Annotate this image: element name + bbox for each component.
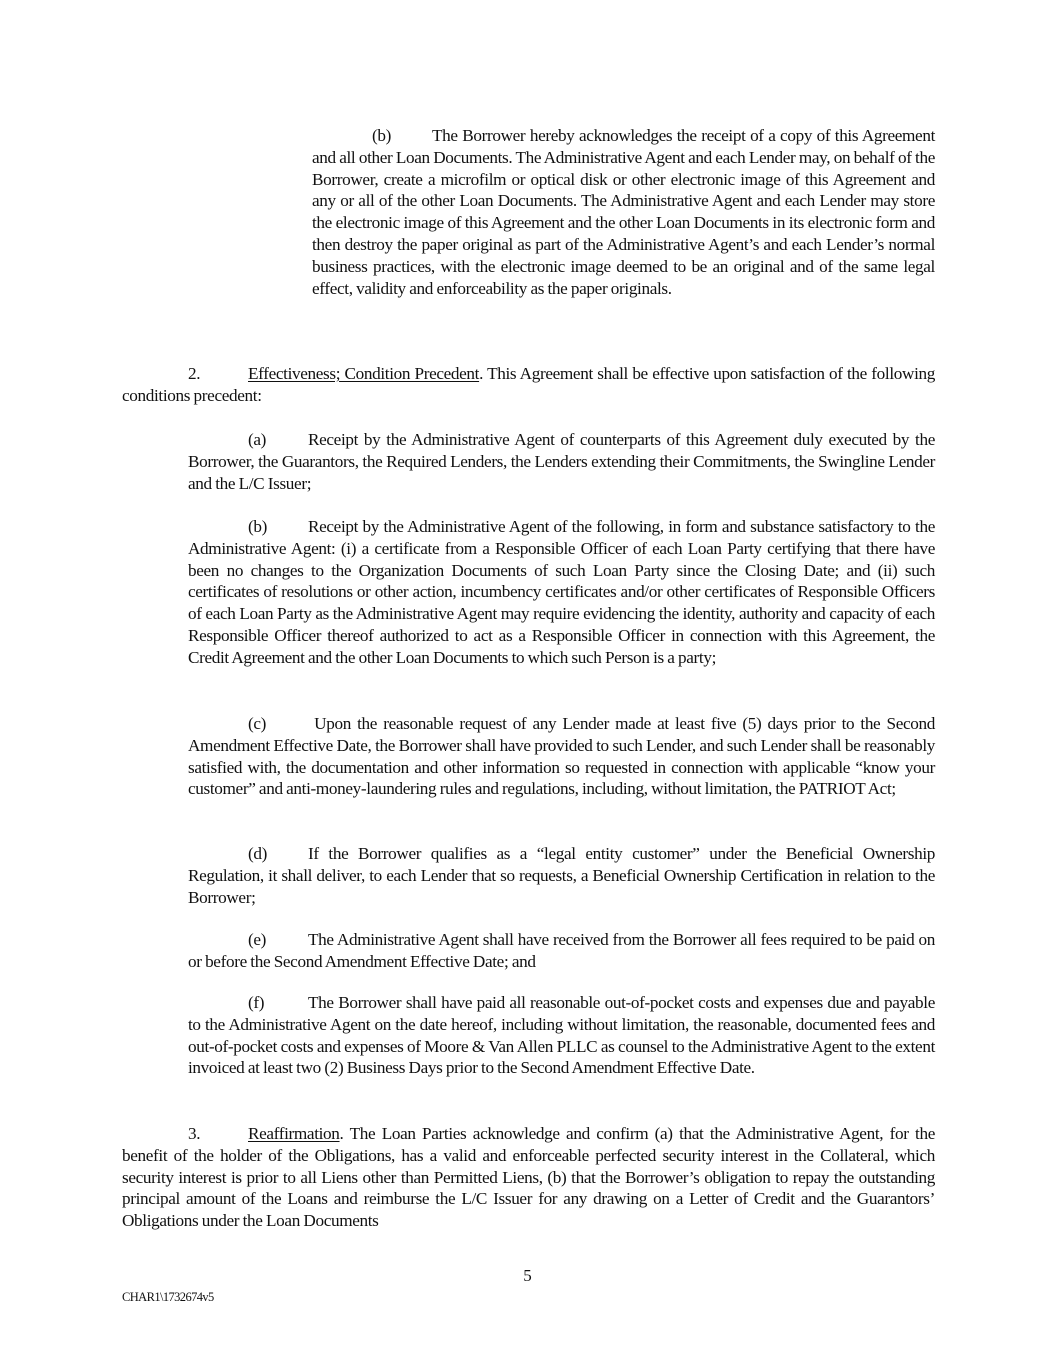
page-number: 5 [523, 1266, 532, 1285]
section-3 [122, 1123, 935, 1232]
item-text: Receipt by the Administrative Agent of the following, in form and substance satisfactory to the Administrative Agent: (i) a certificate from a Responsible Officer of each Loan Party certifying that there have been no changes to the Organization Documents of such Loan Party since the Closing Date; and (ii) such certificates of resolutions or other action, incumbency certificates and/or other certificates of Responsible Officers of each Loan Party as the Administrative Agent may require evidencing the identity, authority and capacity of each Responsible Officer thereof authorized to act as a Responsible Officer in connection with this Agreement, the Credit Agreement and the other Loan Documents to which such Person is a party; [188, 517, 935, 667]
item-label: (a) [248, 430, 267, 449]
document-id: CHAR1\1732674v5 [122, 1290, 214, 1304]
section-number: 3. [188, 1124, 201, 1143]
item-text: If the Borrower qualifies as a “legal entity customer” under the Beneficial Ownership Regulation, it shall deliver, to each Lender that so requests, a Beneficial Ownership Certification in relation to the Borrower; [188, 844, 935, 907]
section-text: . This Agreement shall be effective upon satisfaction of the following conditions precedent: [122, 364, 935, 405]
section-number: 2. [188, 364, 201, 383]
section-text: . The Loan Parties acknowledge and confirm (a) that the Administrative Agent, for the benefit of the holder of the Obligations, has a valid and enforceable perfected security interest in the Collateral, which security interest is prior to all Liens other than Permitted Liens, (b) that the Borrower’s obligation to repay the outstanding principal amount of the Loans and reimburse the L/C Issuer for any drawing on a Letter of Credit and the Guarantors’ Obligations under the Loan Documents [122, 1124, 935, 1231]
section-2 [122, 363, 935, 407]
paragraph-1b [312, 125, 935, 299]
item-text: Receipt by the Administrative Agent of counterparts of this Agreement duly executed by the Borrower, the Guarantors, the Required Lenders, the Lenders extending their Commitments, the Swingline Lender and the L/C Issuer; [188, 430, 935, 493]
condition-item-e [188, 929, 935, 973]
item-label: (f) [248, 993, 265, 1012]
paragraph-text: The Borrower hereby acknowledges the receipt of a copy of this Agreement and all other Loan Documents. The Administrative Agent and each Lender may, on behalf of the Borrower, create a microfilm or optical disk or other electronic image of this Agreement and any or all of the other Loan Documents. The Administrative Agent and each Lender may store the electronic image of this Agreement and the other Loan Documents in its electronic form and then destroy the paper original as part of the Administrative Agent’s and each Lender’s normal business practices, with the electronic image deemed to be an original and of the same legal effect, validity and enforceability as the paper originals. [312, 126, 935, 298]
condition-item-a [188, 429, 935, 494]
condition-item-c [188, 713, 935, 800]
item-text: The Administrative Agent shall have received from the Borrower all fees required to be paid on or before the Second Amendment Effective Date; and [188, 930, 935, 971]
paragraph-label: (b) [372, 126, 391, 145]
item-text: Upon the reasonable request of any Lender made at least five (5) days prior to the Second Amendment Effective Date, the Borrower shall have provided to such Lender, and such Lender shall be reasonably satisfied with, the documentation and other information so requested in connection with applicable “know your customer” and anti-money-laundering rules and regulations, including, without limitation, the PATRIOT Act; [188, 714, 935, 799]
item-label: (e) [248, 930, 267, 949]
item-label: (b) [248, 517, 267, 536]
item-label: (d) [248, 844, 267, 863]
condition-item-f [188, 992, 935, 1079]
section-heading: Effectiveness; Condition Precedent [248, 364, 480, 383]
condition-item-d [188, 843, 935, 908]
condition-item-b [188, 516, 935, 669]
section-heading: Reaffirmation [248, 1124, 340, 1143]
item-label: (c) [248, 714, 267, 733]
item-text: The Borrower shall have paid all reasonable out-of-pocket costs and expenses due and payable to the Administrative Agent on the date hereof, including without limitation, the reasonable, documented fees and out-of-pocket costs and expenses of Moore & Van Allen PLLC as counsel to the Administrative Agent to the extent invoiced at least two (2) Business Days prior to the Second Amendment Effective Date. [188, 993, 935, 1078]
